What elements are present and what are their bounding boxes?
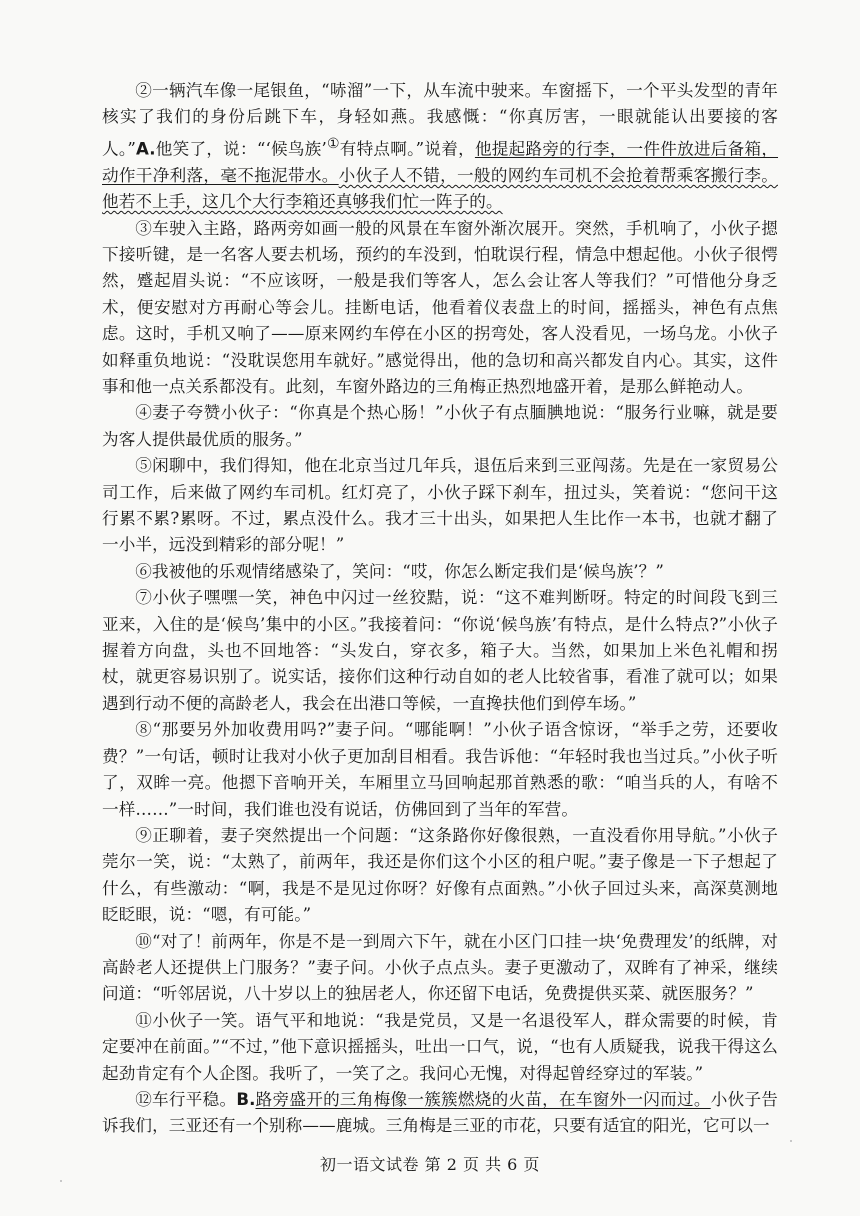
paragraph-7: ⑦小伙子嘿嘿一笑，神色中闪过一丝狡黠，说：“这不难判断呀。特定的时间段飞到三亚来，入住的是‘候鸟’集中的小区。”我接着问：“你说‘候鸟族’有特点，是什么特点?”小伙子握着方向盘，头也不回地答：“头发白，穿衣多，箱子大。当然，如果加上米色礼帽和拐杖，就更容易识别了。说实话，接你们这种行动自如的老人比较省事，看准了就可以；如果遇到行动不便的高龄老人，我会在出港口等候，一直搀扶他们到停车场。” <box>102 588 778 713</box>
paragraph-3: ③车驶入主路，路两旁如画一般的风景在车窗外渐次展开。突然，手机响了，小伙子摁下接听键，是一名客人要去机场，预约的车没到，怕耽误行程，情急中想起他。小伙子很愕然，蹙起眉头说：“不应该呀，一般是我们等客人，怎么会让客人等我们？”可惜他分身乏术，便安慰对方再耐心等会儿。挂断电话，他看着仪表盘上的时间，摇摇头，神色有点焦虑。这时，手机又响了——原来网约车停在小区的拐弯处，客人没看见，一场乌龙。小伙子如释重负地说：“没耽误您用车就好。”感觉得出，他的急切和高兴都发自内心。其实，这件事和他一点关系都没有。此刻，车窗外路边的三角梅正热烈地盛开着，是那么鲜艳动人。 <box>102 218 778 396</box>
paragraph-5: ⑤闲聊中，我们得知，他在北京当过几年兵，退伍后来到三亚闯荡。先是在一家贸易公司工作，后来做了网约车司机。红灯亮了，小伙子踩下刹车，扭过头，笑着说：“您问干这行累不累?累呀。不过，累点没什么。我才三十出头，如果把人生比作一本书，也就才翻了一小半，远没到精彩的部分呢！” <box>102 456 778 555</box>
paragraph-2-text: ②一辆汽车像一尾银鱼，“哧溜”一下，从车流中驶来。车窗摇下，一个平头发型的青年核实了我们的身份后跳下车，身轻如燕。我感慨：“你真厉害，一眼就能认出要接的客人。” <box>102 81 778 159</box>
page-footer: 初一语文试卷 第 2 页 共 6 页 <box>320 1155 540 1174</box>
annotation-mark-b: B. <box>236 1089 256 1109</box>
paragraph-11: ⑪小伙子一笑。语气平和地说：“我是党员，又是一名退役军人，群众需要的时候，肯定要冲在前面。”“不过，”他下意识摇摇头，吐出一口气，说，“也有人质疑我，说我干得这么起劲肯定有个人企图。我听了，一笑了之。我问心无愧，对得起曾经穿过的军装。” <box>102 1010 778 1083</box>
paragraph-12-text: ⑫车行平稳。 <box>135 1089 237 1109</box>
annotation-mark-a: A. <box>135 139 156 159</box>
paragraph-9: ⑨正聊着，妻子突然提出一个问题：“这条路你好像很熟，一直没看你用导航。”小伙子莞尔一笑，说：“太熟了，前两年，我还是你们这个小区的租户呢。”妻子像是一下子想起了什么，有些激动：“啊，我是不是见过你呀？好像有点面熟。”小伙子回过头来，高深莫测地眨眨眼，说：“嗯，有可能。” <box>102 825 778 925</box>
paragraph-6: ⑥我被他的乐观情绪感染了，笑问：“哎，你怎么断定我们是‘候鸟族’？” <box>135 561 664 581</box>
paragraph-8: ⑧“那要另外加收费用吗?”妻子问。“哪能啊！”小伙子语含惊讶，“举手之劳，还要收费？”一句话，顿时让我对小伙子更加刮目相看。我告诉他：“年轻时我也当过兵。”小伙子听了，双眸一亮。他摁下音响开关，车厢里立马回响起那首熟悉的歌：“咱当兵的人，有啥不一样……”一时间，我们谁也没有说话，仿佛回到了当年的军营。 <box>102 720 778 819</box>
underlined-sentence-a: 他提起路旁的行李，一件件放进后备箱，动作干净利落，毫不拖泥带水。 <box>102 139 779 185</box>
paragraph-2 <box>102 78 778 216</box>
paragraph-12 <box>102 1087 778 1140</box>
footnote-marker: ① <box>326 135 340 152</box>
paragraph-4: ④妻子夸赞小伙子：“你真是个热心肠！”小伙子有点腼腆地说：“服务行业嘛，就是要为客人提供最优质的服务。” <box>102 403 778 449</box>
paragraph-12-text-b: 小伙子告诉我们，三亚还有一个别称——鹿城。三角梅是三亚的市花，只要有适宜的阳光，它可以一 <box>102 1089 778 1136</box>
scan-speck <box>790 1140 792 1142</box>
paragraph-2-text-b: 他笑了，说：“‘候鸟族’ <box>155 139 327 159</box>
underlined-sentence-b: 路旁盛开的三角梅像一簇簇燃烧的火苗，在车窗外一闪而过。 <box>255 1089 711 1109</box>
paragraph-2-text-c: 有特点啊。”说着， <box>339 139 475 159</box>
reading-passage <box>102 78 778 1140</box>
paragraph-10: ⑩“对了！前两年，你是不是一到周六下午，就在小区门口挂一块‘免费理发’的纸牌，对高龄老人还提供上门服务？”妻子问。小伙子点点头。妻子更激动了，双眸有了神采，继续问道：“听邻居说，八十岁以上的独居老人，你还留下电话，免费提供买菜、就医服务？” <box>102 931 778 1004</box>
paragraph-2-text-d: 小伙子人不错，一般的网约车司机不会抢着帮乘客搬行李。他若不上手，这几个大行李箱还真够我们忙一阵子的。 <box>102 165 778 212</box>
scan-speck <box>60 1180 62 1182</box>
